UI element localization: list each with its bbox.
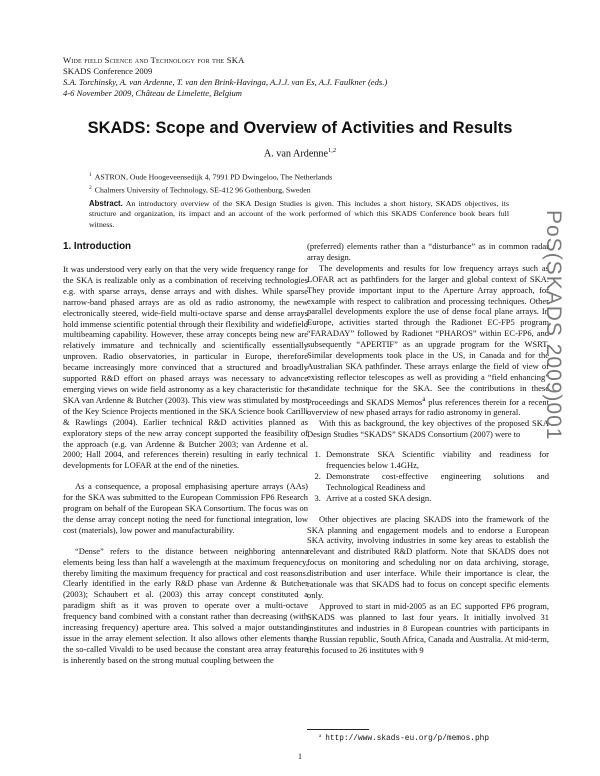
author-line [0, 147, 600, 159]
paragraph: With this as background, the key objectives of the proposed SKA Design Studies “SKADS” SKADS Consortium (2007) were to [307, 418, 549, 440]
abstract [89, 199, 509, 230]
footnote-mark: a [422, 394, 426, 403]
paragraph: (preferred) elements rather than a “disturbance” as in common radar array design. [307, 241, 549, 262]
list-item: 1. Demonstrate SKA Scientific viability and readiness for frequencies below 1.4GHz, [323, 449, 549, 471]
footnote-marker: a [319, 733, 322, 739]
footnote-rule [307, 729, 369, 730]
running-header [63, 55, 387, 99]
list-item: 3. Arrive at a costed SKA design. [323, 493, 549, 504]
affiliation-1: $^1$ ASTRON, Oude Hoogeveensedijk 4, 7991 PD Dwingeloo, The Netherlands [89, 172, 333, 182]
conference-dates: 4-6 November 2009, Château de Limelette, Belgium [63, 88, 243, 98]
author-affiliation-marks: 1,2 [328, 147, 337, 154]
section-number: 1. [63, 241, 72, 252]
pos-sidebar-label: PoS(SKADS 2009)001 [542, 210, 565, 441]
paragraph: Approved to start in mid-2005 as an EC supported FP6 program, SKADS was planned to last four years. It initially involved 31 institutes and industries in 8 European countries with participants in the Russian republic, South Africa, Canada and Australia. At mid-term, this focused to 26 institutes with 9 [307, 600, 549, 655]
abstract-text: An introductory overview of the SKA Design Studies is given. This includes a short history, SKADS objectives, its structure and organization, its impact and an account of the work performed of which this SKADS Conference book bears full witness. [89, 199, 509, 229]
left-column [63, 264, 308, 666]
right-column [307, 241, 549, 655]
author-name: A. van Ardenne [263, 148, 329, 160]
objectives-list [307, 449, 549, 504]
list-item: 2. Demonstrate cost-effective engineering solutions and Technological Readiness and [323, 471, 549, 493]
footnote-url[interactable]: http://www.skads-eu.org/p/memos.php [325, 735, 489, 743]
editors: S.A. Torchinsky, A. van Ardenne, T. van den Brink-Havinga, A.J.J. van Es, A.J. Faulkner (eds.) [63, 77, 388, 87]
footnote [319, 733, 489, 743]
section-title: Introduction [73, 241, 132, 252]
paragraph: “Dense” refers to the distance between neighboring antenna elements being less than half a wavelength at the maximum frequency, thereby limiting the maximum frequency for practical and cost reasons. Clearly identified in the early R&D phase van Ardenne & Butcher (2003); Schaubert et al. (2003) this array concept constituted a paradigm shift as it was proven to operate over a multi-octave frequency band combined with a constant rather than decreasing (with increasing frequency) aperture area. This solved a major outstanding issue in the array element selection. It also allows other elements than the so-called Vivaldi to be used because the constant area array feature is inherently based on the strong mutual coupling between the [63, 545, 308, 665]
series-title: Wide field Science and Technology for the SKA [63, 55, 245, 65]
paragraph: Other objectives are placing SKADS into the framework of the SKA planning and engagement models and to endorse a European SKA activity, involving industries in some key areas to establish the relevant and distributed R&D platform. Note that SKADS does not focus on monitoring and scheduling nor on data archiving, storage, distribution and user interface. While their importance is clear, the rationale was that SKADS had to focus on concept specific elements only. [307, 513, 549, 601]
paper-title: SKADS: Scope and Overview of Activities and Results [87, 119, 513, 137]
paragraph: The developments and results for low frequency arrays such as LOFAR act as pathfinders for the larger and global context of SKA. They provide important input to the Aperture Array approach, for example with respect to calibration and processing techniques. Other parallel developments explore the use of dense focal plane arrays. In Europe, activities started through the Radionet EC-FP5 program “FARADAY” followed by Radionet “PHAROS” within EC-FP6, and subsequently “APERTIF” as an upgrade program for the WSRT. Similar developments took place in the US, in Canada and for the Australian SKA pathfinder. These arrays enlarge the field of view of existing reflector telescopes as well as providing a “field enhancing” candidate technique for the SKA. See the contributions in these Proceedings and SKADS Memos$^a$ plus references therein for a recent overview of new phased arrays for radio astronomy in general. [307, 262, 549, 418]
conference-name: SKADS Conference 2009 [63, 66, 153, 76]
page-number: 1 [298, 752, 302, 761]
abstract-label: Abstract. [89, 199, 123, 208]
affiliations [89, 170, 332, 195]
paragraph: As a consequence, a proposal emphasising aperture arrays (AAs) for the SKA was submitted to the European Commission FP6 Research program on behalf of the European SKA Consortium. The focus was on the dense array concept noting the need for functional integration, low cost (materials), low power and manufacturability. [63, 481, 308, 535]
paragraph: It was understood very early on that the very wide frequency range for the SKA is realizable only as a combination of receiving technologies e.g. with sparse arrays, dense arrays and with dishes. While sparse narrow-band phased arrays are as old as radio astronomy, the new electronically steered, wide-field multi-octave sparse and dense arrays hold immense scientific potential through their flexibility and widefield multibeaming capability. However, these array concepts being new are relatively immature and technically and scientifically essentially unproven. Radio observatories, in particular in Europe, therefore became increasingly more convinced that a structured and broadly supported R&D effort on phased arrays was necessary to advance emerging views on wide field astronomy as a key characteristic for the SKA van Ardenne & Butcher (2003). This view was stimulated by most of the Key Science Projects mentioned in the SKA Science book Carilli & Rawlings (2004). Earlier technical R&D activities planned as exploratory steps of the new array concept supported the feasibility of the approach (e.g. van Ardenne & Butcher 2003; van Ardenne et al. 2000; Hall 2004, and references therein) resulting in early technical developments for LOFAR at the end of the nineties. [63, 264, 308, 471]
section-heading [63, 241, 131, 252]
affiliation-2: $^2$ Chalmers University of Technology, SE-412 96 Gothenburg, Sweden [89, 184, 311, 195]
